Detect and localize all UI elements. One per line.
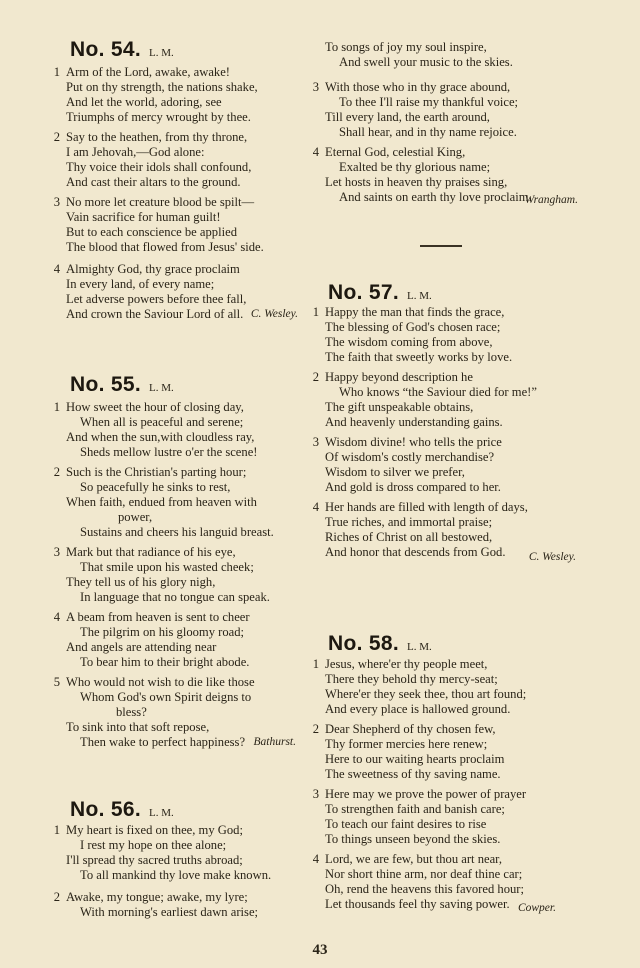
verse-line: To teach our faint desires to rise bbox=[325, 817, 487, 831]
verse-line: Till every land, the earth around, bbox=[325, 110, 490, 124]
verse-number: 4 bbox=[53, 262, 60, 276]
verse-line: Of wisdom's costly merchandise? bbox=[325, 450, 495, 464]
verse-line: In every land, of every name; bbox=[66, 277, 215, 291]
verse-line: True riches, and immortal praise; bbox=[325, 515, 493, 529]
verse-line: Let thousands feel thy saving power. bbox=[325, 897, 510, 911]
verse-line: Jesus, where'er thy people meet, bbox=[325, 657, 488, 671]
verse-number: 4 bbox=[312, 145, 319, 159]
verse-line: I am Jehovah,—God alone: bbox=[66, 145, 205, 159]
verse-number: 2 bbox=[312, 722, 319, 736]
verse-line: Arm of the Lord, awake, awake! bbox=[66, 65, 230, 79]
hymn-number: No. 57. bbox=[328, 281, 399, 304]
verse-number: 2 bbox=[312, 370, 319, 384]
verse-number: 3 bbox=[312, 787, 319, 801]
verse-line: And let the world, adoring, see bbox=[66, 95, 222, 109]
hymn-meter: L. M. bbox=[148, 807, 174, 819]
hymn-attribution: Wrangham. bbox=[524, 194, 578, 206]
verse-line: To songs of joy my soul inspire, bbox=[325, 40, 487, 54]
verse-number: 3 bbox=[312, 435, 319, 449]
verse-line: The pilgrim on his gloomy road; bbox=[80, 625, 245, 639]
verse-line: The wisdom coming from above, bbox=[325, 335, 493, 349]
verse-line: I rest my hope on thee alone; bbox=[80, 838, 227, 852]
hymn-attribution: Cowper. bbox=[517, 902, 556, 914]
verse-line: Let adverse powers before thee fall, bbox=[66, 292, 247, 306]
verse-line: That smile upon his wasted cheek; bbox=[80, 560, 254, 574]
verse-line: And crown the Saviour Lord of all. bbox=[66, 307, 244, 321]
verse-line: Put on thy strength, the nations shake, bbox=[66, 80, 258, 94]
hymn-56-heading bbox=[70, 798, 174, 822]
verse-line: Mark but that radiance of his eye, bbox=[66, 545, 236, 559]
verse-line: Thy voice their idols shall confound, bbox=[66, 160, 252, 174]
verse-number: 1 bbox=[53, 823, 60, 837]
verse-line: My heart is fixed on thee, my God; bbox=[66, 823, 243, 837]
verse-line: When all is peaceful and serene; bbox=[80, 415, 244, 429]
verse-number: 4 bbox=[312, 852, 319, 866]
verse-line: Here to our waiting hearts proclaim bbox=[325, 752, 505, 766]
verse-line: Riches of Christ on all bestowed, bbox=[325, 530, 493, 544]
verse-line: Happy the man that finds the grace, bbox=[325, 305, 505, 319]
verse-number: 2 bbox=[53, 130, 60, 144]
verse-line: Oh, rend the heavens this favored hour; bbox=[325, 882, 524, 896]
hymn-number: No. 54. bbox=[70, 38, 141, 61]
hymn-attribution: C. Wesley. bbox=[250, 308, 298, 320]
verse-number: 3 bbox=[312, 80, 319, 94]
verse-line: In language that no tongue can speak. bbox=[80, 590, 270, 604]
verse-line: I'll spread thy sacred truths abroad; bbox=[66, 853, 243, 867]
hymn-attribution: Bathurst. bbox=[253, 736, 296, 748]
verse-line: Triumphs of mercy wrought by thee. bbox=[66, 110, 251, 124]
verse-line: Where'er they seek thee, thou art found; bbox=[325, 687, 527, 701]
verse-line: Who knows “the Saviour died for me!” bbox=[339, 385, 537, 399]
verse-line: So peacefully he sinks to rest, bbox=[80, 480, 231, 494]
verse-number: 1 bbox=[312, 657, 319, 671]
verse-number: 2 bbox=[53, 465, 60, 479]
verse-line: Wisdom to silver we prefer, bbox=[325, 465, 465, 479]
verse-line: Sustains and cheers his languid breast. bbox=[80, 525, 274, 539]
verse-line: How sweet the hour of closing day, bbox=[66, 400, 244, 414]
verse-line: And swell your music to the skies. bbox=[339, 55, 513, 69]
verse-line: Almighty God, thy grace proclaim bbox=[66, 262, 240, 276]
verse-line: And angels are attending near bbox=[66, 640, 217, 654]
hymn-meter: L. M. bbox=[406, 641, 432, 653]
verse-line: And gold is dross compared to her. bbox=[325, 480, 501, 494]
verse-line: Happy beyond description he bbox=[325, 370, 473, 384]
verse-line: And when the sun,with cloudless ray, bbox=[66, 430, 255, 444]
section-divider bbox=[420, 245, 462, 247]
verse-line: Her hands are filled with length of days, bbox=[325, 500, 528, 514]
hymn-number: No. 55. bbox=[70, 373, 141, 396]
verse-line: The blessing of God's chosen race; bbox=[325, 320, 501, 334]
verse-line: And heavenly understanding gains. bbox=[325, 415, 503, 429]
verse-number: 5 bbox=[53, 675, 60, 689]
hymn-meter: L. M. bbox=[148, 47, 174, 59]
verse-line: To all mankind thy love make known. bbox=[80, 868, 272, 882]
verse-line: Let hosts in heaven thy praises sing, bbox=[325, 175, 508, 189]
verse-number: 1 bbox=[53, 65, 60, 79]
verse-line: Shall hear, and in thy name rejoice. bbox=[339, 125, 517, 139]
verse-line: A beam from heaven is sent to cheer bbox=[66, 610, 250, 624]
verse-line: To thee I'll raise my thankful voice; bbox=[339, 95, 519, 109]
hymn-attribution: C. Wesley. bbox=[528, 551, 576, 563]
hymn-meter: L. M. bbox=[148, 382, 174, 394]
hymn-57-heading bbox=[328, 281, 432, 305]
verse-line: The sweetness of thy saving name. bbox=[325, 767, 501, 781]
verse-line: Vain sacrifice for human guilt! bbox=[66, 210, 221, 224]
verse-number: 4 bbox=[53, 610, 60, 624]
verse-line: They tell us of his glory nigh, bbox=[66, 575, 216, 589]
verse-line: The faith that sweetly works by love. bbox=[325, 350, 513, 364]
verse-line: Here may we prove the power of prayer bbox=[325, 787, 527, 801]
verse-line: Awake, my tongue; awake, my lyre; bbox=[66, 890, 248, 904]
hymn-meter: L. M. bbox=[406, 290, 432, 302]
verse-line: And every place is hallowed ground. bbox=[325, 702, 511, 716]
verse-line: But to each conscience be applied bbox=[66, 225, 237, 239]
verse-line: When faith, endued from heaven with bbox=[66, 495, 257, 509]
verse-line: No more let creature blood be spilt— bbox=[66, 195, 255, 209]
verse-line: With morning's earliest dawn arise; bbox=[80, 905, 259, 919]
verse-line: There they behold thy mercy-seat; bbox=[325, 672, 498, 686]
verse-line: Exalted be thy glorious name; bbox=[339, 160, 491, 174]
verse-line: With those who in thy grace abound, bbox=[325, 80, 511, 94]
hymn-55-heading bbox=[70, 373, 174, 397]
verse-line: To bear him to their bright abode. bbox=[80, 655, 250, 669]
verse-line: Sheds mellow lustre o'er the scene! bbox=[80, 445, 258, 459]
verse-line: And saints on earth thy love proclaim. bbox=[339, 190, 532, 204]
verse-number: 1 bbox=[53, 400, 60, 414]
verse-number: 2 bbox=[53, 890, 60, 904]
verse-line: Such is the Christian's parting hour; bbox=[66, 465, 247, 479]
verse-line: To sink into that soft repose, bbox=[66, 720, 210, 734]
verse-line: To strengthen faith and banish care; bbox=[325, 802, 505, 816]
verse-line: Wisdom divine! who tells the price bbox=[325, 435, 502, 449]
verse-line: Thy former mercies here renew; bbox=[325, 737, 488, 751]
verse-line: Say to the heathen, from thy throne, bbox=[66, 130, 248, 144]
verse-number: 3 bbox=[53, 545, 60, 559]
verse-line: The blood that flowed from Jesus' side. bbox=[66, 240, 264, 254]
verse-number: 3 bbox=[53, 195, 60, 209]
verse-line: And honor that descends from God. bbox=[325, 545, 506, 559]
verse-line: Eternal God, celestial King, bbox=[325, 145, 466, 159]
verse-line: bless? bbox=[116, 705, 147, 719]
verse-number: 1 bbox=[312, 305, 319, 319]
hymn-54-heading bbox=[70, 38, 174, 62]
hymn-number: No. 58. bbox=[328, 632, 399, 655]
verse-line: Lord, we are few, but thou art near, bbox=[325, 852, 503, 866]
hymn-58-heading bbox=[328, 632, 432, 656]
hymn-number: No. 56. bbox=[70, 798, 141, 821]
verse-line: Then wake to perfect happiness? bbox=[80, 735, 246, 749]
verse-line: And cast their altars to the ground. bbox=[66, 175, 241, 189]
verse-line: power, bbox=[118, 510, 153, 524]
verse-line: Whom God's own Spirit deigns to bbox=[80, 690, 252, 704]
verse-line: To things unseen beyond the skies. bbox=[325, 832, 501, 846]
page-number: 43 bbox=[312, 942, 328, 958]
verse-line: Who would not wish to die like those bbox=[66, 675, 255, 689]
verse-line: Nor short thine arm, nor deaf thine car; bbox=[325, 867, 523, 881]
verse-number: 4 bbox=[312, 500, 319, 514]
verse-line: The gift unspeakable obtains, bbox=[325, 400, 474, 414]
verse-line: Dear Shepherd of thy chosen few, bbox=[325, 722, 496, 736]
